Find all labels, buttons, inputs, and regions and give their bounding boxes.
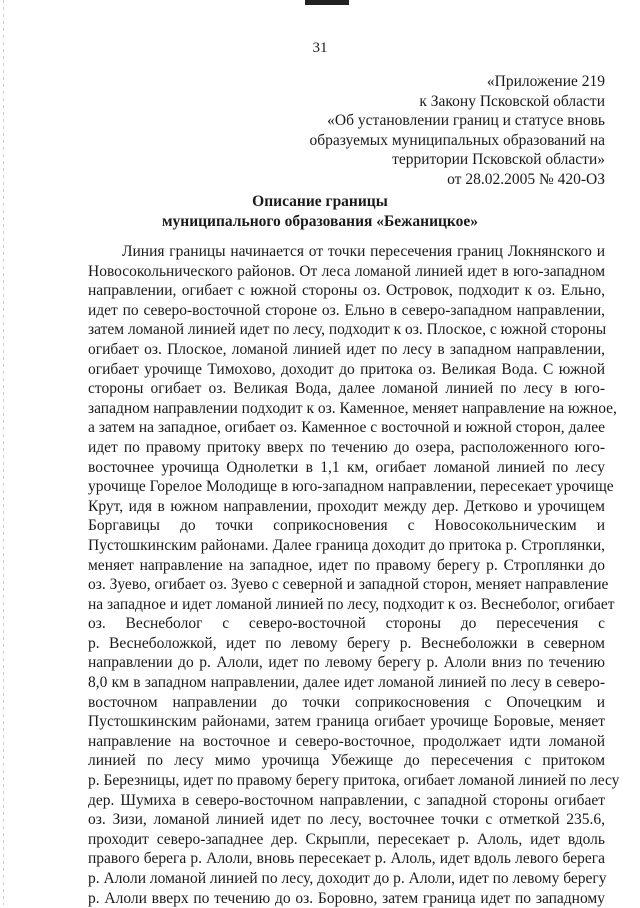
- body-line: идет по северо-восточной стороне оз. Ельно в северо-западном направлении,: [88, 301, 605, 319]
- body-line: восточнее урочища Однолетки в 1,1 км, огибает ломаной линией по лесу: [88, 458, 605, 476]
- body-line: правого берега р. Алоли, вновь пересекает р. Алоль, идет вдоль левого берега: [88, 850, 605, 868]
- title-line: Описание границы: [252, 193, 388, 210]
- appendix-line: территории Псковской области»: [392, 151, 605, 169]
- body-line: Боргавицы до точки соприкосновения с Новосокольническим и: [88, 517, 605, 535]
- scan-mark: [305, 0, 349, 5]
- body-line: Линия границы начинается от точки пересечения границ Локнянского и: [122, 243, 605, 260]
- body-line: Крут, идя в южном направлении, проходит между дер. Детково и урочищем: [88, 497, 605, 515]
- body-line: р. Березницы, идет по правому берегу притока, огибает ломаной линией по лесу: [88, 772, 620, 790]
- body-line: р. Алоли ломаной линией по лесу, доходит до р. Алоли, идет по левому берегу: [88, 870, 607, 887]
- body-line: линией по лесу мимо урочища Убежище до пересечения с притоком: [88, 752, 605, 770]
- body-line: проходит северо-западнее дер. Скрыпли, пересекает р. Алоль, идет вдоль: [88, 830, 605, 848]
- appendix-line: «Приложение 219: [486, 73, 605, 90]
- body-line: оз. Зуево, огибает оз. Зуево с северной и западной сторон, меняет направление: [88, 576, 609, 594]
- title-line: муниципального образования «Бежаницкое»: [161, 212, 479, 230]
- body-line: направлении до р. Алоли, идет по левому берегу р. Алоли вниз по течению: [88, 654, 605, 672]
- appendix-line: от 28.02.2005 № 420-ОЗ: [447, 170, 605, 188]
- body-line: урочище Горелое Молодище в юго-западном направлении, пересекает урочище: [88, 478, 614, 496]
- body-line: направление на восточное и северо-восточное, продолжает идти ломаной: [88, 732, 605, 750]
- document-title: [0, 192, 640, 231]
- body-line: Пустошкинским районами, затем граница огибает урочище Боровые, меняет: [88, 713, 605, 731]
- appendix-line: «Об установлении границ и статусе вновь: [327, 112, 605, 130]
- body-line: 8,0 км в западном направлении, далее идет ломаной линией по лесу в северо-: [88, 674, 605, 692]
- body-line: р. Веснеболожкой, идет по левому берегу р. Веснеболожки в северном: [88, 634, 605, 652]
- body-line: огибает оз. Плоское, ломаной линией идет по лесу в западном направлении,: [88, 340, 605, 358]
- body-line: западном направлении подходит к оз. Каменное, меняет направление на южное,: [88, 399, 617, 417]
- body-line: идет по правому притоку вверх по течению до озера, расположенного юго-: [88, 438, 605, 456]
- page-number: 31: [312, 40, 328, 56]
- body-line: стороны огибает оз. Великая Вода, далее ломаной линией по лесу в юго-: [88, 380, 605, 398]
- body-line: оз. Веснеболог с северо-восточной стороны до пересечения с: [88, 615, 605, 633]
- body-line: Новосокольнического районов. От леса ломаной линией идет в юго-западном: [88, 262, 605, 280]
- body-line: а затем на западное, огибает оз. Каменное с восточной и южной сторон, далее: [88, 419, 605, 437]
- appendix-line: к Закону Псковской области: [419, 92, 605, 110]
- body-line: р. Алоли вверх по течению до оз. Боровно, затем граница идет по западному: [88, 889, 605, 907]
- body-line: затем ломаной линией идет по лесу, подходит к оз. Плоское, с южной стороны: [88, 321, 607, 339]
- appendix-reference: [245, 72, 605, 190]
- body-line: Пустошкинским районами. Далее граница доходит до притока р. Строплянки,: [88, 536, 605, 554]
- body-line: на западное и идет ломаной линией по лесу, подходит к оз. Веснеболог, огибает: [88, 595, 615, 613]
- body-line: направлении, огибает с южной стороны оз. Островок, подходит к оз. Ельно,: [88, 282, 605, 300]
- appendix-line: образуемых муниципальных образований на: [309, 131, 605, 149]
- body-line: восточном направлении до точки соприкосновения с Опочецким и: [88, 693, 605, 711]
- body-line: дер. Шумиха в северо-восточном направлении, с западной стороны огибает: [88, 791, 605, 809]
- body-line: огибает урочище Тимохово, доходит до притока оз. Великая Вода. С южной: [88, 360, 605, 378]
- scan-edge: [3, 0, 4, 905]
- body-line: меняет направление на западное, идет по правому берегу р. Строплянки до: [88, 556, 605, 574]
- body-line: оз. Зизи, ломаной линией идет по лесу, восточнее точки с отметкой 235.6,: [88, 811, 605, 829]
- body-text: [88, 242, 620, 908]
